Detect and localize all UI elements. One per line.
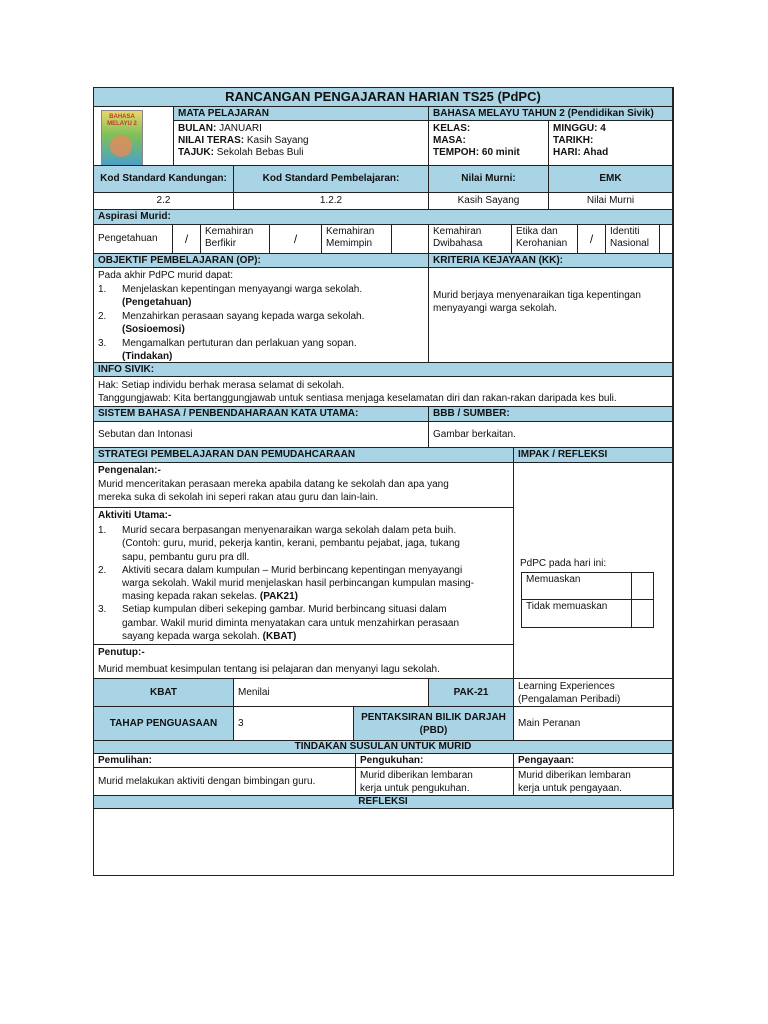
tahap-penguasaan-value: 3 xyxy=(234,707,354,741)
aspirasi-mark-identiti xyxy=(660,225,673,254)
pengayaan-label: Pengayaan: xyxy=(514,754,673,768)
refleksi-area[interactable] xyxy=(94,809,673,875)
aktiviti-item: 3. Setiap kumpulan diberi sekeping gambar. Murid berbincang situasi dalam gambar. Wakil murid diminta menyatakan cara untuk menzahirkan perasaan sayang kepada warga sekolah. (KBAT) xyxy=(98,604,460,642)
memuaskan-checkbox[interactable] xyxy=(632,573,653,600)
pak21-label: PAK-21 xyxy=(429,679,514,707)
tidak-memuaskan-label: Tidak memuaskan xyxy=(522,600,632,627)
aspirasi-mark-pengetahuan: / xyxy=(173,225,201,254)
mata-pelajaran-label: MATA PELAJARAN xyxy=(174,107,429,121)
impak-label: IMPAK / REFLEKSI xyxy=(514,448,673,463)
bulan-label: BULAN: xyxy=(178,123,217,134)
bbb-value: Gambar berkaitan. xyxy=(429,422,673,448)
pbd-label: PENTAKSIRAN BILIK DARJAH (PBD) xyxy=(354,707,514,741)
aspirasi-pengetahuan: Pengetahuan xyxy=(94,225,173,254)
aspirasi-mark-etika: / xyxy=(578,225,606,254)
pbd-value: Main Peranan xyxy=(514,707,673,741)
info-sivik-content xyxy=(94,377,673,407)
aspirasi-mark-memimpin xyxy=(392,225,429,254)
kelas-label: KELAS: xyxy=(433,123,471,134)
ksk-value: 2.2 xyxy=(94,193,234,210)
aktiviti-section xyxy=(94,508,514,645)
objektif-item: 3. Mengamalkan pertuturan dan perlakuan yang sopan. (Tindakan) xyxy=(98,337,357,362)
kelas-masa-cell xyxy=(429,121,549,166)
kriteria-content: Murid berjaya menyenaraikan tiga kepentingan menyayangi warga sekolah. xyxy=(429,268,673,363)
info-sivik-hak: Hak: Setiap individu berhak merasa selamat di sekolah. xyxy=(98,380,345,391)
objektif-intro: Pada akhir PdPC murid dapat: xyxy=(98,270,234,281)
learning-experiences: Learning Experiences (Pengalaman Peribadi) xyxy=(514,679,673,707)
penutup-text: Murid membuat kesimpulan tentang isi pelajaran dan menyanyi lagu sekolah. xyxy=(98,664,440,675)
subject-title: BAHASA MELAYU TAHUN 2 (Pendidikan Sivik) xyxy=(429,107,673,121)
emk-value: Nilai Murni xyxy=(549,193,673,210)
textbook-cover-image xyxy=(101,110,143,166)
hari-label: HARI: Ahad xyxy=(553,147,609,158)
penutup-section xyxy=(94,645,514,679)
tahap-penguasaan-label: TAHAP PENGUASAAN xyxy=(94,707,234,741)
nilai-murni-label: Nilai Murni: xyxy=(429,166,549,193)
objektif-label: OBJEKTIF PEMBELAJARAN (OP): xyxy=(94,254,429,268)
aspirasi-kemahiran-memimpin: Kemahiran Memimpin xyxy=(322,225,392,254)
aspirasi-kemahiran-berfikir: Kemahiran Berfikir xyxy=(201,225,270,254)
penutup-label: Penutup:- xyxy=(98,647,145,658)
aspirasi-identiti-nasional: Identiti Nasional xyxy=(606,225,660,254)
emk-label: EMK xyxy=(549,166,673,193)
minggu-label: MINGGU: 4 xyxy=(553,123,606,134)
kbat-value: Menilai xyxy=(234,679,429,707)
book-cover-title: BAHASA MELAYU 2 xyxy=(107,114,137,127)
sistem-bahasa-value: Sebutan dan Intonasi xyxy=(94,422,429,448)
pemulihan-label: Pemulihan: xyxy=(94,754,356,768)
header-info-cell xyxy=(174,121,429,166)
tidak-memuaskan-checkbox[interactable] xyxy=(632,600,653,627)
lesson-plan-table xyxy=(93,87,674,876)
nilai-teras-label: NILAI TERAS: xyxy=(178,135,245,146)
aspirasi-kemahiran-dwibahasa: Kemahiran Dwibahasa xyxy=(429,225,512,254)
refleksi-label: REFLEKSI xyxy=(94,796,673,809)
bbb-label: BBB / SUMBER: xyxy=(429,407,673,422)
ksk-label: Kod Standard Kandungan: xyxy=(94,166,234,193)
ksp-value: 1.2.2 xyxy=(234,193,429,210)
pengenalan-section: Pengenalan:- Murid menceritakan perasaan mereka apabila datang ke sekolah dan apa yang mereka suka di sekolah ini seperi rakan atau guru dan lain-lain. xyxy=(94,463,514,508)
tempoh-label: TEMPOH: 60 minit xyxy=(433,147,520,158)
pengayaan-value: Murid diberikan lembaran kerja untuk pengayaan. xyxy=(514,768,673,796)
pengenalan-label: Pengenalan:- xyxy=(98,465,161,476)
page-title: RANCANGAN PENGAJARAN HARIAN TS25 (PdPC) xyxy=(94,88,673,107)
nilai-murni-value: Kasih Sayang xyxy=(429,193,549,210)
strategi-label: STRATEGI PEMBELAJARAN DAN PEMUDAHCARAAN xyxy=(94,448,514,463)
aspirasi-mark-berfikir: / xyxy=(270,225,322,254)
aspirasi-etika-kerohanian: Etika dan Kerohanian xyxy=(512,225,578,254)
bulan-value: JANUARI xyxy=(219,123,262,134)
aspirasi-label: Aspirasi Murid: xyxy=(94,210,673,225)
tindakan-susulan-label: TINDAKAN SUSULAN UNTUK MURID xyxy=(94,741,673,754)
objektif-item: 2. Menzahirkan perasaan sayang kepada warga sekolah. (Sosioemosi) xyxy=(98,310,365,335)
tajuk-label: TAJUK: xyxy=(178,147,214,158)
masa-label: MASA: xyxy=(433,135,466,146)
aktiviti-item: 1. Murid secara berpasangan menyenaraikan warga sekolah dalam peta buih. (Contoh: guru, murid, pekerja kantin, kerani, pembantu pejabat, jaga, tukang sapu, pembantu guru pra dll. xyxy=(98,525,460,563)
pemulihan-value: Murid melakukan aktiviti dengan bimbingan guru. xyxy=(94,768,356,796)
textbook-cover-cell xyxy=(94,107,174,166)
info-sivik-tanggungjawab: Tanggungjawab: Kita bertanggungjawab untuk sentiasa menjaga keselamatan diri dan rakan-rakan daripada kes buli. xyxy=(98,393,617,404)
tajuk-value: Sekolah Bebas Buli xyxy=(216,147,304,158)
aktiviti-label: Aktiviti Utama:- xyxy=(98,510,172,521)
info-sivik-label: INFO SIVIK: xyxy=(94,363,673,377)
nilai-teras-value: Kasih Sayang xyxy=(246,135,309,146)
sistem-bahasa-label: SISTEM BAHASA / PENBENDAHARAAN KATA UTAMA: xyxy=(94,407,429,422)
minggu-tarikh-cell xyxy=(549,121,673,166)
objektif-content xyxy=(94,268,429,363)
memuaskan-label: Memuaskan xyxy=(522,573,632,600)
ksp-label: Kod Standard Pembelajaran: xyxy=(234,166,429,193)
impak-refleksi-cell xyxy=(514,463,673,679)
aktiviti-item: 2. Aktiviti secara dalam kumpulan – Murid berbincang kepentingan menyayangi warga sekolah. Wakil murid menjelaskan hasil perbincangan kumpulan masing- masing kepada rakan sekelas. (PAK21) xyxy=(98,564,475,603)
pengukuhan-label: Pengukuhan: xyxy=(356,754,514,768)
pdpc-label: PdPC pada hari ini: xyxy=(520,558,607,569)
pengukuhan-value: Murid diberikan lembaran kerja untuk pengukuhan. xyxy=(356,768,514,796)
objektif-item: 1. Menjelaskan kepentingan menyayangi warga sekolah. (Pengetahuan) xyxy=(98,283,363,308)
kbat-label: KBAT xyxy=(94,679,234,707)
kriteria-label: KRITERIA KEJAYAAN (KK): xyxy=(429,254,673,268)
pdpc-checklist xyxy=(521,572,654,628)
book-cover-illustration xyxy=(110,135,132,157)
tarikh-label: TARIKH: xyxy=(553,135,594,146)
